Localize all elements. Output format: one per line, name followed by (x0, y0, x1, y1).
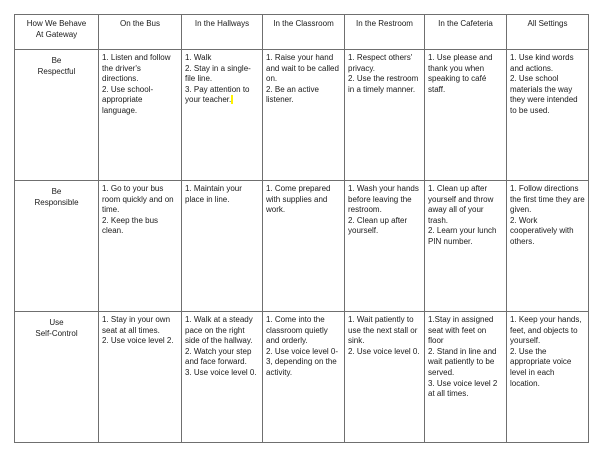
matrix-cell (507, 312, 589, 443)
expectation-item: 3. Use voice level 2 at all times. (428, 378, 498, 399)
expectation-item: 2. Watch your step and face forward. (185, 346, 252, 367)
expectation-item: 1. Stay in your own seat at all times. (102, 315, 171, 335)
expectation-item: 2. Use voice level 0. (348, 346, 420, 356)
matrix-cell (263, 50, 345, 181)
expectation-item: 1. Maintain your place in line. (185, 184, 242, 204)
column-header-in-the-classroom: In the Classroom (263, 15, 345, 50)
expectation-item: 2. Stay in a single-file line. (185, 63, 251, 84)
expectation-item: 2. Stand in line and wait patiently to be served. (428, 346, 497, 377)
matrix-cell (507, 50, 589, 181)
matrix-row-be-responsible (15, 181, 589, 312)
expectation-item: 2. Work cooperatively with others. (510, 215, 574, 246)
expectation-item: 1. Keep your hands, feet, and objects to yourself. (510, 315, 582, 346)
expectation-item: 2. Use the restroom in a timely manner. (348, 74, 419, 94)
matrix-cell (263, 312, 345, 443)
corner-header-cell (15, 15, 99, 50)
expectation-item: 1. Raise your hand and wait to be called on. (266, 53, 339, 84)
matrix-cell (425, 181, 507, 312)
expectation-item: 1.Stay in assigned seat with feet on floor (428, 315, 494, 346)
row-header-line: Respectful (37, 66, 76, 76)
expectation-item: 2. Use school materials the way they were intended to be used. (510, 74, 578, 115)
expectation-item: 1. Use please and thank you when speaking to café staff. (428, 53, 493, 94)
row-header-use-self-control (15, 312, 99, 443)
expectation-item: 1. Use kind words and actions. (510, 53, 574, 73)
expectation-item: 1. Wash your hands before leaving the restroom. (348, 184, 419, 215)
expectation-item (185, 85, 259, 106)
matrix-cell (182, 181, 263, 312)
matrix-row-be-respectful (15, 50, 589, 181)
expectation-item: 1. Walk at a steady pace on the right side of the hallway. (185, 315, 253, 346)
corner-header-line: How We Behave (26, 19, 87, 28)
row-header-line: Use (49, 318, 64, 327)
row-header-line: Self-Control (35, 328, 78, 338)
matrix-row-use-self-control (15, 312, 589, 443)
expectation-item: 1. Come into the classroom quietly and orderly. (266, 315, 328, 346)
matrix-cell (99, 312, 182, 443)
expectation-item: 1. Wait patiently to use the next stall or sink. (348, 315, 418, 346)
matrix-cell (263, 181, 345, 312)
corner-header-line: At Gateway (35, 29, 78, 39)
expectation-item: 2. Use voice level 2. (102, 336, 174, 346)
expectation-item: 1. Come prepared with supplies and work. (266, 184, 331, 215)
matrix-cell (182, 312, 263, 443)
column-header-in-the-cafeteria: In the Cafeteria (425, 15, 507, 50)
column-header-in-the-hallways: In the Hallways (182, 15, 263, 50)
expectation-item: 2. Use the appropriate voice level in each location. (510, 346, 572, 388)
matrix-cell (99, 50, 182, 181)
expectation-item: 1. Clean up after yourself and throw away all of your trash. (428, 184, 494, 225)
expectation-item: 2. Learn your lunch PIN number. (428, 226, 497, 246)
matrix-cell (345, 312, 425, 443)
expectation-item: 3. Use voice level 0. (185, 367, 257, 377)
column-header-all-settings: All Settings (507, 15, 589, 50)
matrix-cell (345, 181, 425, 312)
expectation-item: 1. Respect others' privacy. (348, 53, 413, 73)
text-cursor-highlight: ​ (231, 95, 234, 105)
column-header-on-the-bus: On the Bus (99, 15, 182, 50)
row-header-line: Be (51, 187, 62, 196)
matrix-cell (99, 181, 182, 312)
expectation-item: 2. Clean up after yourself. (348, 215, 408, 236)
matrix-cell (345, 50, 425, 181)
behavior-matrix-table (14, 14, 589, 443)
expectation-item: 2. Keep the bus clean. (102, 215, 159, 236)
expectation-item: 1. Listen and follow the driver's directions. (102, 53, 171, 84)
row-header-be-responsible (15, 181, 99, 312)
expectation-item-text: 3. Pay attention to your teacher. (185, 84, 250, 105)
expectation-item: 2. Use school-appropriate language. (102, 84, 154, 115)
expectation-item: 2. Use voice level 0-3, depending on the activity. (266, 346, 339, 377)
header-row (15, 15, 589, 50)
expectation-item: 2. Be an active listener. (266, 84, 319, 105)
matrix-cell (425, 50, 507, 181)
expectation-item: 1. Go to your bus room quickly and on time. (102, 184, 174, 215)
row-header-line: Responsible (34, 197, 79, 207)
column-header-in-the-restroom: In the Restroom (345, 15, 425, 50)
matrix-cell (425, 312, 507, 443)
row-header-line: Be (51, 56, 62, 65)
row-header-be-respectful (15, 50, 99, 181)
matrix-cell (507, 181, 589, 312)
expectation-item: 1. Walk (185, 53, 212, 62)
matrix-cell (182, 50, 263, 181)
expectation-item: 1. Follow directions the first time they are given. (510, 184, 585, 215)
